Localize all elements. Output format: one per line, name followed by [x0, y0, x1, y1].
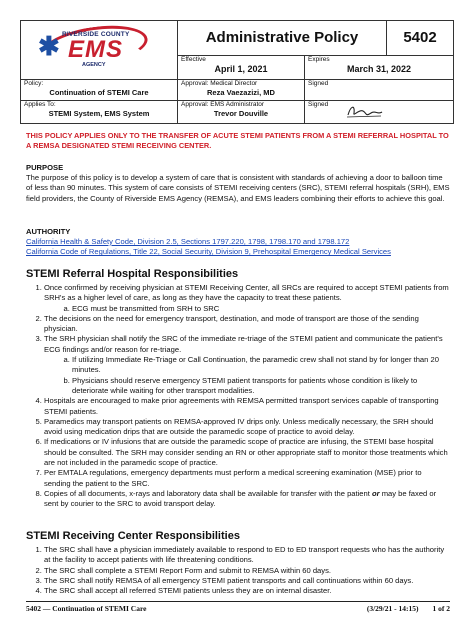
effective-date: April 1, 2021 — [214, 63, 268, 74]
policy-number: 5402 — [387, 21, 454, 56]
ems-agency-logo — [24, 21, 164, 77]
footer-policy: 5402 — Continuation of STEMI Care — [26, 604, 147, 613]
approval-admin-label: Approval: EMS Administrator — [181, 101, 265, 108]
approval-md-label: Approval: Medical Director — [181, 80, 258, 87]
signed-admin-cell — [305, 101, 454, 124]
purpose-heading: PURPOSE — [26, 163, 64, 172]
approval-md-name: Reza Vaezazizi, MD — [207, 88, 275, 97]
list-item: 2. The SRC shall complete a STEMI Report Form and submit to REMSA within 60 days. — [44, 566, 450, 576]
policy-name: Continuation of STEMI Care — [49, 88, 149, 97]
list-item: 4. The SRC shall accept all referred STEMI patients unless they are on internal disaster. — [44, 586, 450, 596]
emphasis-text: or — [371, 488, 380, 498]
expires-label: Expires — [308, 55, 330, 63]
page-footer — [26, 601, 450, 613]
applies-label: Applies To: — [24, 101, 56, 108]
list-item — [44, 283, 450, 314]
logo-ems-text: EMS — [68, 36, 124, 63]
referral-list — [26, 283, 450, 510]
expires-cell — [305, 55, 454, 79]
list-item: 7. Per EMTALA regulations, emergency departments must perform a medical screening examination (MSE) prior to sending the patient to the SRC. — [44, 468, 450, 489]
purpose-text: The purpose of this policy is to develop a system of care that is consistent with standards of achieving a door to balloon time of less than 90 minutes. This system of care consists of STEMI receiving centers (SRC), STEMI referral hospitals (SRH), EMS field providers, the County of Riverside EMS Agency (REMSA), and EMS leaders combining their efforts to achieve this goal. — [26, 173, 450, 203]
list-subitem: a. ECG must be transmitted from SRH to SRC — [72, 304, 450, 314]
authority-links — [26, 237, 450, 258]
authority-link-hsc[interactable]: California Health & Safety Code, Division 2.5, Sections 1797.220, 1798, 1798.170 and 1798.172 — [26, 237, 350, 246]
approval-admin-name: Trevor Douville — [213, 109, 269, 118]
list-item-text: Copies of all documents, x-rays and laboratory data shall be available for transfer with the patient — [44, 488, 372, 498]
policy-title: Administrative Policy — [178, 21, 387, 56]
approval-md-cell — [178, 80, 305, 101]
footer-page-number: 1 of 2 — [432, 604, 450, 613]
effective-cell — [178, 55, 305, 79]
scope-notice: THIS POLICY APPLIES ONLY TO THE TRANSFER OF ACUTE STEMI PATIENTS FROM A STEMI REFERRAL HOSPITAL TO A REMSA DESIGNATED STEMI RECEIVING CENTER. — [26, 131, 449, 150]
list-item-text: Once confirmed by receiving physician at STEMI Receiving Center, all SRCs are required to accept STEMI patients from SRH's as a higher level of care, as long as they have the capacity to treat these patients. — [44, 283, 449, 303]
signed-md-cell — [305, 80, 454, 101]
logo-county-text: RIVERSIDE COUNTY — [62, 31, 130, 38]
list-item: 5. Paramedics may transport patients on REMSA-approved IV drips only. Unless medically necessary, the SRH should avoid using medication drips that are outside the paramedic scope of practice to avoid delay. — [44, 417, 450, 438]
signature-image — [345, 103, 385, 119]
applies-value: STEMI System, EMS System — [48, 109, 150, 118]
policy-cell — [21, 80, 178, 101]
applies-cell — [21, 101, 178, 124]
footer-timestamp: (3/29/21 - 14:15) — [366, 604, 419, 613]
referral-heading: STEMI Referral Hospital Responsibilities — [26, 268, 239, 280]
signed-admin-label: Signed — [308, 101, 329, 108]
policy-header-table — [20, 20, 454, 124]
list-item: 4. Hospitals are encouraged to make prior agreements with REMSA permitted transport services capable of transporting STEMI patients. — [44, 396, 450, 417]
referral-list-container — [26, 283, 450, 510]
policy-label: Policy: — [24, 80, 44, 87]
star-of-life-icon: ✱ — [38, 31, 60, 61]
list-subitem: a. If utilizing Immediate Re-Triage or Call Continuation, the paramedic crew shall not stand by for longer than 20 minutes. — [72, 355, 450, 376]
list-item: 6. If medications or IV infusions that are outside the paramedic scope of practice are infusing, the STEMI base hospital should be consulted. The SRH may consider sending an RN or other appropriate staff to monitor those treatments which are not included in the paramedic scope of practice. — [44, 437, 450, 468]
receiving-list-container — [26, 545, 450, 596]
signed-md-label: Signed — [308, 80, 329, 87]
authority-heading: AUTHORITY — [26, 227, 71, 236]
effective-label: Effective — [181, 55, 206, 63]
receiving-list — [26, 545, 450, 596]
list-item-text: may be faxed or sent by courier to the SRC to avoid transport delay. — [44, 488, 437, 509]
list-item: 2. The decisions on the need for emergency transport, destination, and mode of transport are those of the sending physician. — [44, 314, 450, 335]
list-item: 3. The SRC shall notify REMSA of all emergency STEMI patient transports and call continuations within 60 days. — [44, 576, 450, 586]
logo-agency-text: AGENCY — [82, 62, 106, 68]
list-item-text: The SRH physician shall notify the SRC of the immediate re-triage of the STEMI patient and communicate the patient's ECG findings and/or reason for re-triage. — [44, 334, 443, 354]
list-item: 1. The SRC shall have a physician immediately available to respond to ED to ED transport requests who has the authority at the facility to accept patients with life threatening conditions. — [44, 545, 450, 566]
list-item — [44, 489, 450, 510]
expires-date: March 31, 2022 — [346, 63, 412, 74]
logo-cell — [21, 21, 178, 80]
authority-link-ccr[interactable]: California Code of Regulations, Title 22, Social Security, Division 9, Prehospital Emergency Medical Services — [26, 247, 391, 257]
list-subitem: b. Physicians should reserve emergency STEMI patient transports for patients whose condition is likely to deteriorate while waiting for other transport modalities. — [72, 376, 450, 397]
list-item — [44, 334, 450, 396]
approval-admin-cell — [178, 101, 305, 124]
receiving-heading: STEMI Receiving Center Responsibilities — [26, 530, 240, 542]
